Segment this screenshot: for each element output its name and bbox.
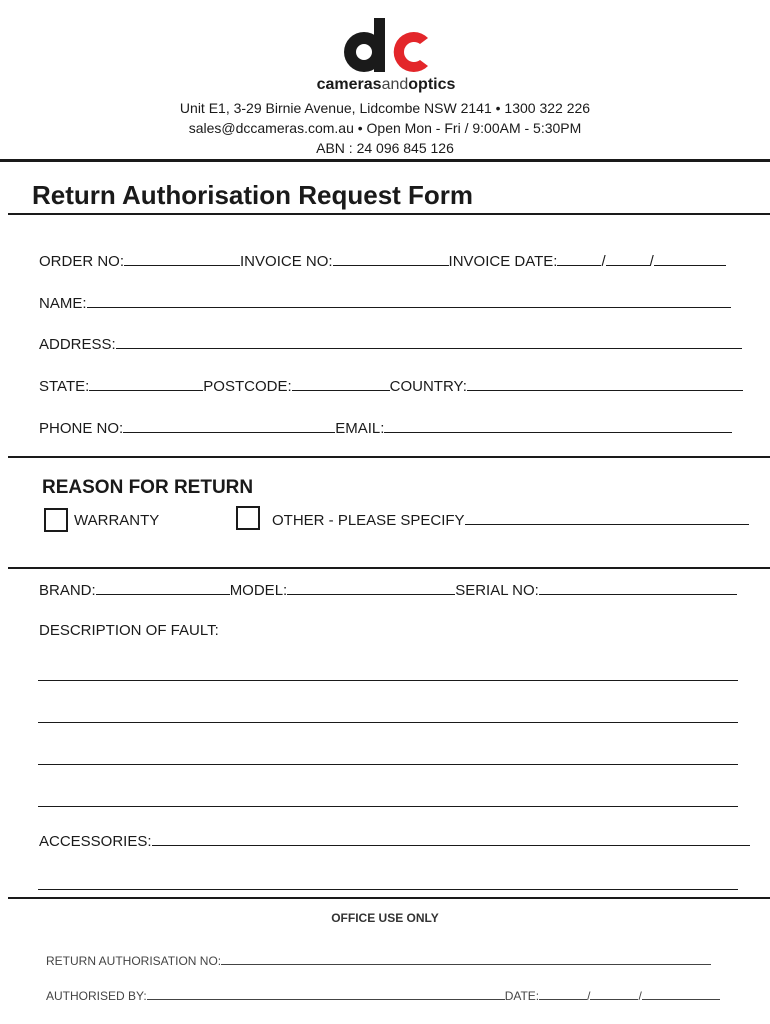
name-field[interactable] <box>87 293 731 308</box>
date-separator: / <box>649 253 654 270</box>
address-label: ADDRESS: <box>39 336 116 353</box>
company-address: Unit E1, 3-29 Birnie Avenue, Lidcombe NSW 2141 • 1300 322 226 <box>179 100 591 116</box>
ra-number-label: RETURN AUTHORISATION NO: <box>46 954 222 968</box>
country-label: COUNTRY: <box>389 378 467 395</box>
warranty-checkbox[interactable] <box>44 508 68 532</box>
fault-description-line[interactable] <box>38 680 738 681</box>
date-separator: / <box>587 989 591 1003</box>
brand-field[interactable] <box>96 580 230 595</box>
reason-heading: REASON FOR RETURN <box>42 477 254 498</box>
invoice-no-field[interactable] <box>333 251 449 266</box>
other-checkbox[interactable] <box>236 506 260 530</box>
office-date-day[interactable] <box>539 988 587 1000</box>
date-separator: / <box>601 253 606 270</box>
invoice-no-label: INVOICE NO: <box>240 253 333 270</box>
office-divider <box>8 897 770 899</box>
title-underline <box>8 213 770 215</box>
address-row <box>39 334 742 353</box>
phone-label: PHONE NO: <box>39 420 124 437</box>
name-label: NAME: <box>39 295 87 312</box>
wordmark-and: and <box>381 76 409 93</box>
office-date-year[interactable] <box>642 988 720 1000</box>
date-separator: / <box>638 989 642 1003</box>
invoice-date-label: INVOICE DATE: <box>448 253 558 270</box>
state-label: STATE: <box>39 378 90 395</box>
accessories-row <box>39 831 750 850</box>
order-no-label: ORDER NO: <box>39 253 125 270</box>
country-field[interactable] <box>467 376 743 391</box>
fault-description-line[interactable] <box>38 764 738 765</box>
state-field[interactable] <box>89 376 203 391</box>
accessories-label: ACCESSORIES: <box>39 833 152 850</box>
section-divider <box>8 567 770 569</box>
wordmark-optics: optics <box>408 76 456 93</box>
section-divider <box>8 456 770 458</box>
order-row <box>39 251 726 270</box>
address-field[interactable] <box>116 334 742 349</box>
serial-label: SERIAL NO: <box>455 582 539 599</box>
authorised-row <box>46 988 720 1003</box>
warranty-label: WARRANTY <box>74 512 160 529</box>
serial-field[interactable] <box>539 580 737 595</box>
name-row <box>39 293 731 312</box>
model-field[interactable] <box>287 580 455 595</box>
authorised-by-label: AUTHORISED BY: <box>46 989 147 1003</box>
postcode-label: POSTCODE: <box>203 378 292 395</box>
other-specify-field[interactable] <box>465 510 749 525</box>
order-no-field[interactable] <box>124 251 240 266</box>
invoice-date-day[interactable] <box>557 251 601 266</box>
invoice-date-month[interactable] <box>606 251 650 266</box>
fault-description-line[interactable] <box>38 806 738 807</box>
invoice-date-year[interactable] <box>654 251 726 266</box>
office-use-heading: OFFICE USE ONLY <box>331 911 439 925</box>
ra-number-row <box>46 953 711 968</box>
postcode-field[interactable] <box>292 376 390 391</box>
office-date-label: DATE: <box>504 989 540 1003</box>
form-title: Return Authorisation Request Form <box>32 180 474 210</box>
email-field[interactable] <box>384 418 732 433</box>
company-contact: sales@dccameras.com.au • Open Mon - Fri / 9:00AM - 5:30PM <box>188 120 582 136</box>
company-wordmark <box>300 76 472 94</box>
state-row <box>39 376 743 395</box>
phone-field[interactable] <box>123 418 335 433</box>
product-row <box>39 580 737 599</box>
email-label: EMAIL: <box>335 420 385 437</box>
office-date-month[interactable] <box>590 988 638 1000</box>
accessories-field[interactable] <box>152 831 750 846</box>
other-label: OTHER - PLEASE SPECIFY <box>272 512 465 529</box>
model-label: MODEL: <box>229 582 288 599</box>
authorised-by-field[interactable] <box>147 988 505 1000</box>
brand-label: BRAND: <box>39 582 96 599</box>
header-divider <box>0 159 770 162</box>
accessories-line[interactable] <box>38 889 738 890</box>
company-abn: ABN : 24 096 845 126 <box>316 140 454 156</box>
ra-number-field[interactable] <box>221 953 711 965</box>
wordmark-cameras: cameras <box>316 76 382 93</box>
phone-row <box>39 418 732 437</box>
other-row <box>272 510 749 529</box>
fault-description-line[interactable] <box>38 722 738 723</box>
fault-description-label: DESCRIPTION OF FAULT: <box>39 622 219 639</box>
